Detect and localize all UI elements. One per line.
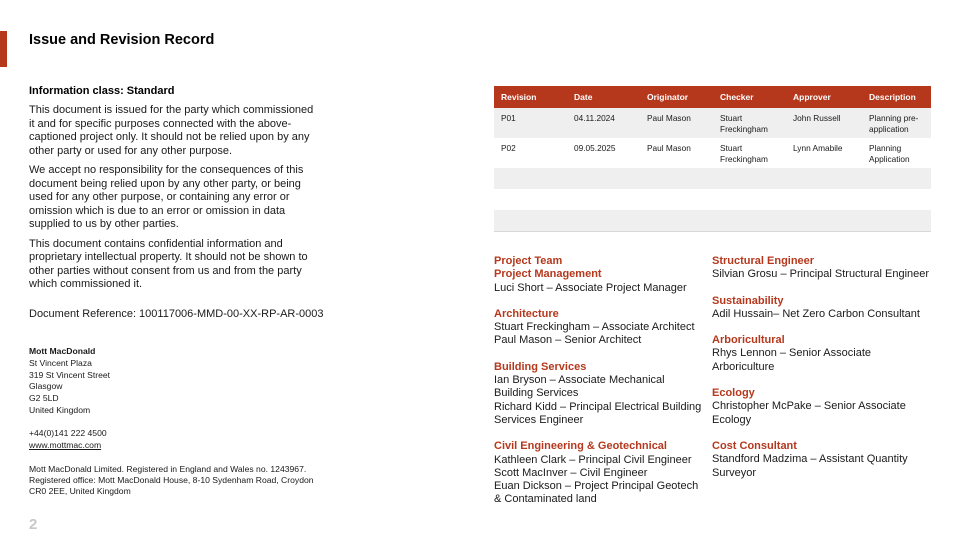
table-cell: Stuart Freckingham [713,108,786,138]
table-cell: P01 [494,108,567,138]
empty-table-row [494,168,931,189]
team-group [712,255,934,282]
column-header-date: Date [567,86,640,108]
team-group [712,295,934,322]
accent-bar [0,31,7,67]
table-cell: Planning Application [869,143,910,164]
table-row [494,138,931,168]
table-row [494,108,931,138]
team-member: Scott MacInver – Civil Engineer [494,466,648,479]
page-number: 2 [29,516,38,533]
website-link[interactable]: www.mottmac.com [29,439,102,450]
team-group [494,361,706,427]
table-cell: Paul Mason [647,143,691,153]
team-group-title: Ecology [712,387,755,400]
team-member: Stuart Freckingham – Associate Architect [494,321,695,334]
legal-notice: Mott MacDonald Limited. Registered in England and Wales no. 1243967. Registered office: Mott MacDonald House, 8-10 Sydenham Road, Croydon CR0 2EE, United Kingdom [29,464,314,496]
team-group-title: Civil Engineering & Geotechnical [494,440,667,453]
information-section [29,85,319,298]
document-reference: Document Reference: 100117006-MMD-00-XX-RP-AR-0003 [29,308,324,320]
revision-table-header [494,86,931,108]
column-header-checker: Checker [713,86,786,108]
team-group [712,440,934,480]
address-line: United Kingdom [29,404,91,415]
column-header-revision: Revision [494,86,567,108]
team-group-title: Architecture [494,307,559,320]
team-group [494,255,706,295]
information-class-heading: Information class: Standard [29,85,175,97]
team-group-title: Structural Engineer [712,255,815,267]
company-address [29,346,110,451]
column-header-approver: Approver [786,86,862,108]
team-member: Rhys Lennon – Senior Associate Arboriculture [712,347,871,373]
team-group [712,334,934,374]
team-group-title: Building Services [494,360,587,373]
team-member: Luci Short – Associate Project Manager [494,281,687,294]
project-team-column-1 [494,255,706,520]
disclaimer-paragraph: We accept no responsibility for the consequences of this document being relied upon by any other party, or being used for any other purpose, or containing any error or omission which is due to an error or omission in data supplied to us by other parties. [29,164,304,230]
phone-number: +44(0)141 222 4500 [29,427,107,438]
empty-table-row [494,210,931,232]
disclaimer-paragraph: This document is issued for the party which commissioned it and for specific purposes connected with the above-captioned project only. It should not be relied upon by any other party or used for any other purpose. [29,104,314,157]
address-line: 319 St Vincent Street [29,369,111,380]
empty-table-row [494,189,931,210]
page-title: Issue and Revision Record [29,32,215,48]
team-group-title: Project Management [494,268,602,281]
team-member: Kathleen Clark – Principal Civil Engineer [494,453,692,466]
team-group [494,308,706,348]
address-line: Glasgow [29,381,63,392]
table-cell: Stuart Freckingham [720,143,768,164]
team-member: Euan Dickson – Project Principal Geotech & Contaminated land [494,480,699,506]
team-member: Adil Hussain– Net Zero Carbon Consultant [712,307,920,320]
address-line: St Vincent Plaza [29,357,92,368]
team-member: Paul Mason – Senior Architect [494,334,642,347]
table-cell: John Russell [786,108,862,138]
team-member: Richard Kidd – Principal Electrical Building Services Engineer [494,400,702,426]
team-member: Silvian Grosu – Principal Structural Engineer [712,268,930,281]
column-header-originator: Originator [640,86,713,108]
team-group-title: Arboricultural [712,334,785,347]
team-group-title: Cost Consultant [712,439,797,452]
table-cell: 09.05.2025 [574,143,616,153]
disclaimer-paragraph: This document contains confidential information and proprietary intellectual property. It should not be shown to other parties without consent from us and from the party which commissioned it. [29,237,308,290]
table-cell: Paul Mason [640,108,713,138]
team-member: Christopher McPake – Senior Associate Ecology [712,400,906,426]
team-member: Standford Madzima – Assistant Quantity Surveyor [712,453,908,479]
team-group-title: Project Team [494,255,563,267]
project-team-column-2 [712,255,934,493]
table-cell: P02 [501,143,516,153]
team-group-title: Sustainability [712,294,784,307]
table-cell: 04.11.2024 [567,108,640,138]
team-group [712,387,934,427]
table-cell: Planning pre-application [862,108,931,138]
revision-table [494,86,931,232]
address-line: G2 5LD [29,393,59,404]
team-member: Ian Bryson – Associate Mechanical Building Services [494,374,665,400]
company-name: Mott MacDonald [29,346,96,356]
team-group [494,440,706,506]
column-header-description: Description [862,86,931,108]
table-cell: Lynn Amabile [793,143,843,153]
